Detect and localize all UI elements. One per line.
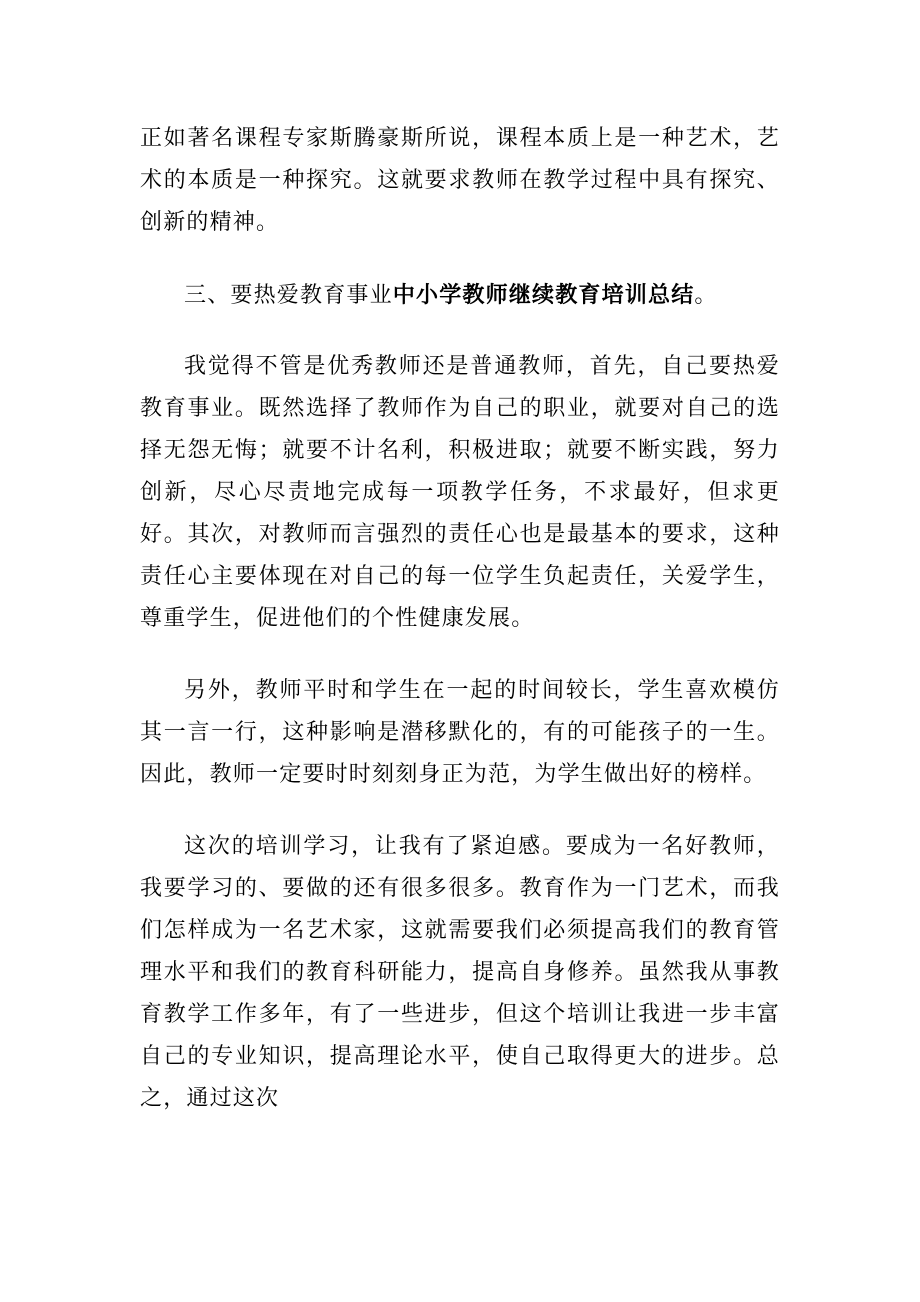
heading-bold-title: 中小学教师继续教育培训总结: [392, 282, 695, 308]
paragraph-5: 这次的培训学习，让我有了紧迫感。要成为一名好教师，我要学习的、要做的还有很多很多。教育作为一门艺术，而我们怎样成为一名艺术家，这就需要我们必须提高我们的教育管理水平和我们的教育科研能力，提高自身修养。虽然我从事教育教学工作多年，有了一些进步，但这个培训让我进一步丰富自己的专业知识，提高理论水平，使自己取得更大的进步。总之，通过这次: [140, 834, 780, 1111]
document-page: [140, 118, 780, 1120]
paragraph-4: 另外，教师平时和学生在一起的时间较长，学生喜欢模仿其一言一行，这种影响是潜移默化的，有的可能孩子的一生。因此，教师一定要时时刻刻身正为范，为学生做出好的榜样。: [140, 678, 780, 787]
heading-prefix: 三、要热爱教育事业: [184, 283, 393, 308]
paragraph-3: 我觉得不管是优秀教师还是普通教师，首先，自己要热爱教育事业。既然选择了教师作为自己的职业，就要对自己的选择无怨无悔；就要不计名利，积极进取；就要不断实践，努力创新，尽心尽责地完成每一项教学任务，不求最好，但求更好。其次，对教师而言强烈的责任心也是最基本的要求，这种责任心主要体现在对自己的每一位学生负起责任，关爱学生，尊重学生，促进他们的个性健康发展。: [140, 354, 780, 631]
paragraph-1: 正如著名课程专家斯腾豪斯所说，课程本质上是一种艺术，艺术的本质是一种探究。这就要求教师在教学过程中具有探究、创新的精神。: [140, 126, 780, 235]
section-heading-3: [140, 274, 780, 316]
heading-suffix: 。: [694, 283, 718, 308]
